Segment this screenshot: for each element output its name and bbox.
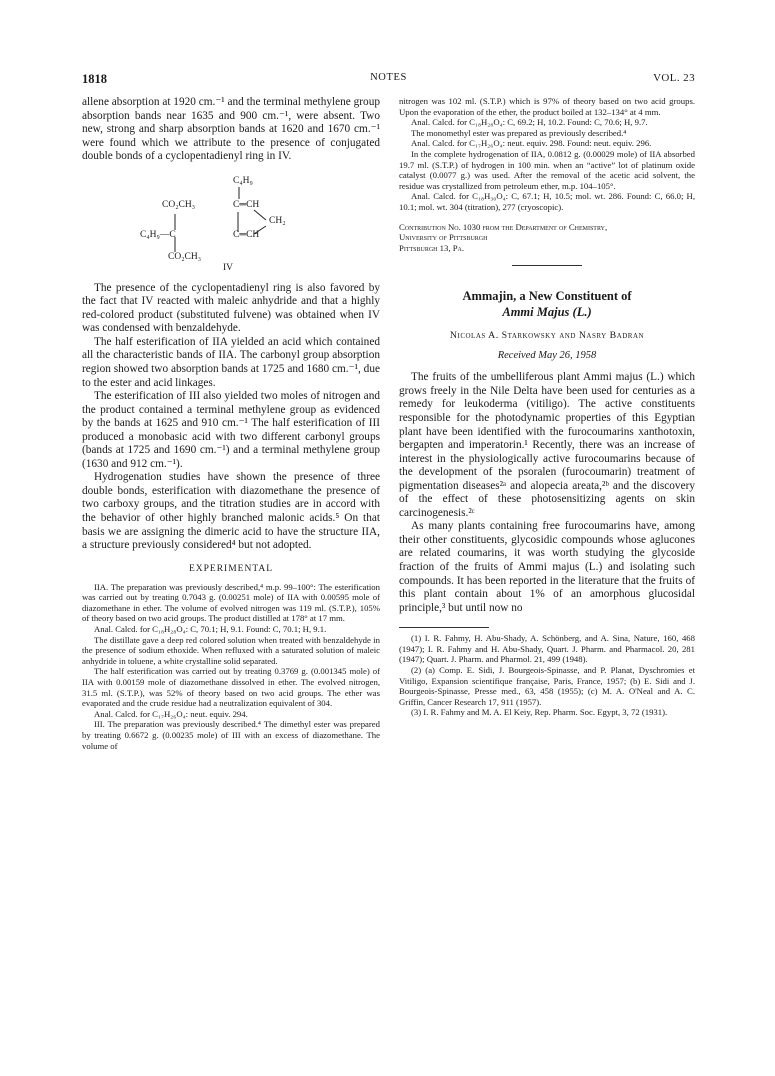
contribution-line: Pittsburgh 13, Pa. (399, 242, 465, 253)
paragraph: As many plants containing free furocoumarins have, among their other constituents, glycosidic compounds whose aglucones are related coumarins, it was worth studying the glycoside fraction of the fruits of Ammi majus (L.) and isolating such compounds. It has been reported in the literature that the fruits of this plant contain about 1% of an amorphous glucosidal principle,³ but until now no (399, 520, 695, 614)
analysis-line: Anal. Calcd. for C₁₈H₃₀O₄: C, 67.1; H, 10.5; mol. wt. 286. Found: C, 66.0; H, 10.1; mol. wt. 304 (titration), 277 (cryoscopic). (399, 191, 695, 212)
article-title-line-1: Ammajin, a New Constituent of (462, 289, 632, 304)
paragraph: Hydrogenation studies have shown the presence of three double bonds, esterification with diazomethane the presence of two carboxy groups, and the titration studies are in accord with the behavior of other highly branched malonic acids.⁵ On that basis we are assigning the dimeric acid to have the structure IIA, a structure previously considered⁴ but not adopted. (82, 471, 380, 552)
left-column (82, 96, 380, 751)
ring-ch2: CH₂ (269, 215, 286, 226)
page-number: 1818 (82, 72, 107, 86)
experimental-paragraph: The distillate gave a deep red colored solution when treated with benzaldehyde in the presence of sodium ethoxide. When refluxed with a saturated solution of maleic anhydride in toluene, a white crystalline solid separated. (82, 634, 380, 666)
article-title-line-2: Ammi Majus (L.) (502, 305, 592, 320)
analysis-line: Anal. Calcd. for C₁₈H₂₈O₄: C, 70.1; H, 9.1. Found: C, 70.1; H, 9.1. (94, 624, 327, 635)
footnote: (3) I. R. Fahmy and M. A. El Keiy, Rep. Pharm. Soc. Egypt, 3, 72 (1931). (411, 707, 668, 718)
experimental-paragraph: nitrogen was 102 ml. (S.T.P.) which is 97% of theory based on two acid groups. Upon the evaporation of the ether, the product boiled at 132–134° at 4 mm. (399, 96, 695, 117)
analysis-line: Anal. Calcd. for C₁₇H₂₆O₄: neut. equiv. 294. (94, 708, 248, 719)
structure-iv-diagram (82, 170, 380, 276)
contribution-line: Contribution No. 1030 from the Department of Chemistry, (399, 221, 608, 232)
article-authors: Nicolas A. Starkowsky and Nasry Badran (449, 330, 645, 342)
footnote: (1) I. R. Fahmy, H. Abu-Shady, A. Schönberg, and A. Sina, Nature, 160, 468 (1947); I. R. Fahmy and H. Abu-Shady, Quart. J. Pharm. and Pharmacol. 20, 281 (1947); Quart. J. Pharm. and Pharmol. 21, 499 (1948). (399, 633, 695, 665)
footnote-rule (399, 627, 489, 628)
section-divider (512, 265, 582, 266)
paragraph: The presence of the cyclopentadienyl ring is also favored by the fact that IV reacted with maleic anhydride and that a highly red-colored product (substituted fulvene) was obtained when IV was condensed with benzaldehyde. (82, 281, 380, 335)
ester-lower: CO₂CH₃ (168, 251, 202, 262)
ring-double-bond-upper: C═CH (233, 199, 260, 210)
experimental-paragraph: III. The preparation was previously described.⁴ The dimethyl ester was prepared by treating 0.6672 g. (0.00235 mole) of III with an excess of diazomethane. The volume of (82, 719, 380, 751)
experimental-paragraph: IIA. The preparation was previously described,⁴ m.p. 99–100°: The esterification was carried out by treating 0.7043 g. (0.00251 mole) of IIA with 0.00595 mole of diazomethane in ether. The volume of evolved nitrogen was 119 ml. (S.T.P.), 105% of theory based on two acid groups. The product distilled at 178° at 17 mm. (82, 581, 380, 624)
paragraph: The fruits of the umbelliferous plant Ammi majus (L.) which grows freely in the Nile Delta have been used for centuries as a remedy for leukoderma (vitiligo). The active constituents responsible for the photodynamic properties of this Egyptian plant have been identified with the furocoumarins xanthotoxin, bergapten and imperatorin.¹ Recently, there was an increase of interest in the physiologically active furocoumarins because of the development of the psoralen (furocoumarin) treatment of pigmentation diseases²ᵃ and alopecia areata,²ᵇ and the discovery of the effect of these photosensitizing agents on skin carcinogenesis.²ᶜ (399, 371, 695, 519)
structure-bonds (82, 170, 380, 276)
volume-label: VOL. 23 (653, 72, 695, 84)
paragraph: The half esterification of IIA yielded an acid which contained all the characteristic bands of IIA. The carbonyl group absorption region showed two absorption bands at 1725 and 1680 cm.⁻¹, due to the ester and acid linkages. (82, 335, 380, 389)
page-header (82, 72, 695, 88)
article-title (399, 288, 695, 320)
experimental-paragraph: The monomethyl ester was prepared as previously described.⁴ (411, 127, 627, 138)
received-date: Received May 26, 1958 (497, 350, 597, 362)
compound-label: IV (223, 262, 234, 273)
paragraph: The esterification of III also yielded two moles of nitrogen and the product contained a terminal methylene group as evidenced by the bands at 1625 and 910 cm.⁻¹ The half esterification of III produced a monobasic acid with two different carbonyl groups (bands at 1725 and 1690 cm.⁻¹) and a terminal methylene group (1630 and 912 cm.⁻¹). (82, 390, 380, 470)
running-head: NOTES (370, 72, 407, 83)
quaternary-carbon: C₄H₉—C (140, 229, 176, 240)
analysis-line: Anal. Calcd. for C₁₈H₂₈O₄: C, 69.2; H, 10.2. Found: C, 70.6; H, 9.7. (411, 117, 648, 128)
experimental-paragraph: The half esterification was carried out by treating 0.3769 g. (0.001345 mole) of IIA with 0.00159 mole of diazomethane dissolved in ether. The evolved nitrogen, 31.5 ml. (S.T.P.), was 52% of theory based on two acid groups. The ether was evaporated and the crude residue had a neutralization equivalent of 304. (82, 666, 380, 709)
experimental-paragraph: In the complete hydrogenation of IIA, 0.0812 g. (0.00029 mole) of IIA absorbed 19.7 ml. (S.T.P.) of hydrogen in 100 min. when an “active” lot of platinum oxide catalyst (0.0077 g.) was used. After the removal of the acetic acid solvent, the residue was crystallized from petroleum ether, m.p. 104–105°. (399, 148, 695, 191)
right-column (399, 96, 695, 718)
contribution-affiliation (399, 222, 695, 254)
contribution-line: University of Pittsburgh (399, 232, 488, 243)
ring-double-bond-lower: C═CH (233, 229, 260, 240)
section-heading: EXPERIMENTAL (188, 563, 274, 574)
ester-upper: CO₂CH₃ (162, 199, 196, 210)
analysis-line: Anal. Calcd. for C₁₇H₂₆O₄: neut. equiv. 298. Found: neut. equiv. 296. (411, 138, 652, 149)
footnote: (2) (a) Comp. E. Sidi, J. Bourgeois-Spinasse, and P. Planat, Dyschromies et Vitiligo, Expansion scientifique française, Paris, France, 1957; (b) E. Sidi and J. Bourgeois-Spinasse, Presse med., 63, 458 (1955); (c) M. A. O'Neal and A. C. Griffin, Cancer Research 17, 911 (1957). (399, 664, 695, 707)
c4h9-substituent: C₄H₉ (233, 175, 253, 186)
paragraph: allene absorption at 1920 cm.⁻¹ and the terminal methylene group absorption bands near 1635 and 900 cm.⁻¹, were absent. Two new, strong and sharp absorption bands at 1620 and 1670 cm.⁻¹ were found which we attribute to the presence of conjugated double bonds of a cyclopentadienyl ring in IV. (82, 96, 380, 163)
